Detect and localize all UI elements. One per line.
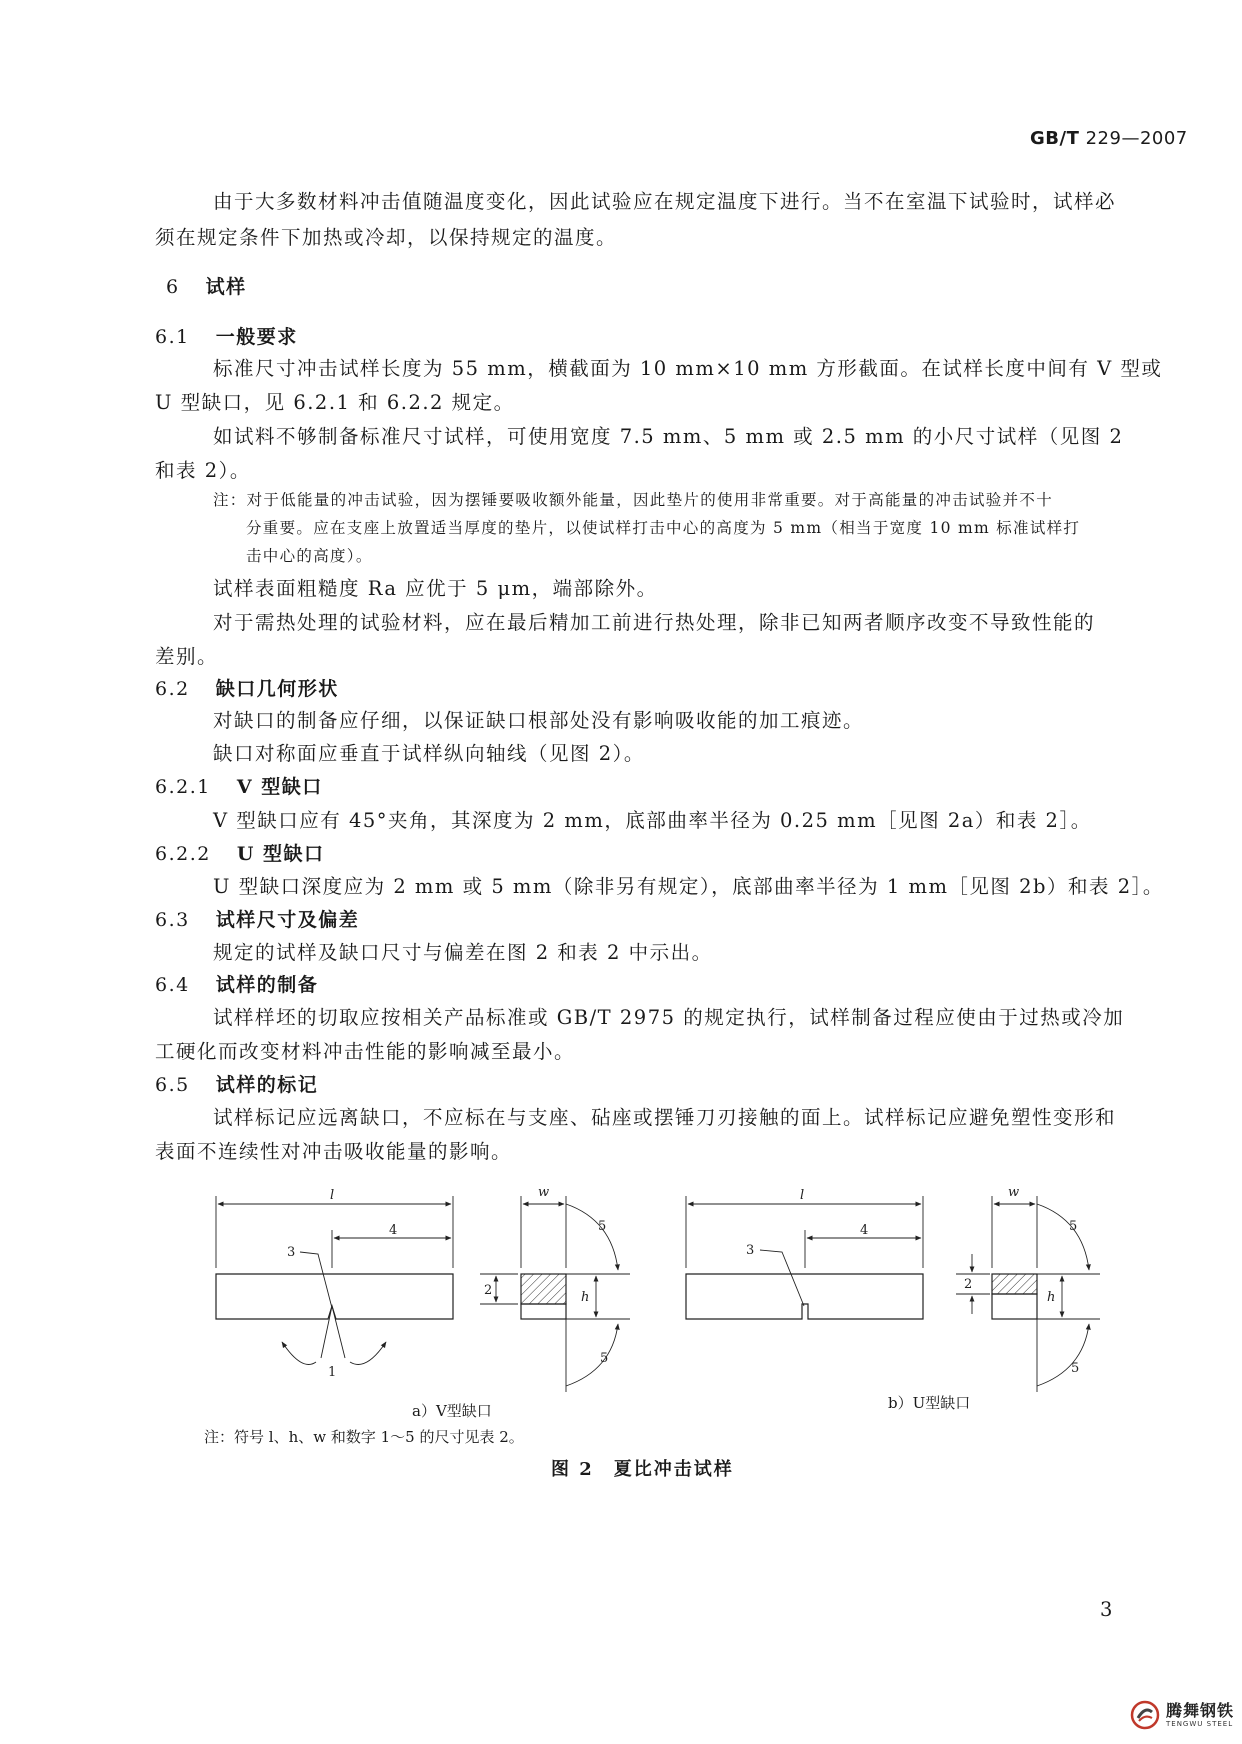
s6-1-para1-line2: U 型缺口，见 6.2.1 和 6.2.2 规定。 bbox=[155, 391, 515, 414]
radius-arc-bottom-b bbox=[1037, 1324, 1089, 1386]
label-5-b-bottom: 5 bbox=[1071, 1361, 1080, 1376]
figure-note: 注：符号 l、h、w 和数字 1～5 的尺寸见表 2。 bbox=[204, 1428, 524, 1446]
heading-6-4: 6.4 试样的制备 bbox=[155, 974, 319, 996]
standard-prefix: GB/T bbox=[1030, 128, 1080, 149]
s6-5-para1-line1: 试样标记应远离缺口，不应标在与支座、砧座或摆锤刀刃接触的面上。试样标记应避免塑性变形和 bbox=[213, 1106, 1117, 1129]
leader-3-b bbox=[760, 1250, 804, 1306]
s6-2-2-para1: U 型缺口深度应为 2 mm 或 5 mm（除非另有规定），底部曲率半径为 1 mm［见图 2b）和表 2］。 bbox=[213, 875, 1164, 898]
s6-2-1-para1: V 型缺口应有 45°夹角，其深度为 2 mm，底部曲率半径为 0.25 mm［见图 2a）和表 2］。 bbox=[213, 809, 1092, 832]
heading-6-2-1: 6.2.1 V 型缺口 bbox=[155, 776, 323, 798]
label-2-b: 2 bbox=[964, 1277, 973, 1292]
heading-6-3: 6.3 试样尺寸及偏差 bbox=[155, 909, 360, 931]
s6-2-para1: 对缺口的制备应仔细，以保证缺口根部处没有影响吸收能的加工痕迹。 bbox=[213, 709, 865, 732]
heading-6-5: 6.5 试样的标记 bbox=[155, 1074, 319, 1096]
brand-logo bbox=[1130, 1700, 1234, 1730]
label-h-a: h bbox=[581, 1290, 590, 1305]
label-l-a: l bbox=[330, 1188, 335, 1203]
s6-2-para2: 缺口对称面应垂直于试样纵向轴线（见图 2）。 bbox=[213, 742, 645, 765]
intro-line-1: 由于大多数材料冲击值随温度变化，因此试验应在规定温度下进行。当不在室温下试验时，试样必 bbox=[213, 190, 1117, 213]
radius-arc-bottom-a bbox=[566, 1324, 618, 1386]
s6-4-para1-line2: 工硬化而改变材料冲击性能的影响减至最小。 bbox=[155, 1040, 576, 1063]
v-notch-bar-outline bbox=[216, 1274, 453, 1319]
u-notch-bar-outline bbox=[686, 1274, 923, 1319]
intro-line-2: 须在规定条件下加热或冷却，以保持规定的温度。 bbox=[155, 226, 618, 249]
radius-arc-top-b bbox=[1037, 1204, 1089, 1270]
s6-4-para1-line1: 试样样坯的切取应按相关产品标准或 GB/T 2975 的规定执行，试样制备过程应使由于过热或冷加 bbox=[213, 1006, 1125, 1029]
label-5-b-top: 5 bbox=[1069, 1219, 1078, 1234]
label-1-a: 1 bbox=[328, 1365, 337, 1380]
s6-1-para1-line1: 标准尺寸冲击试样长度为 55 mm，横截面为 10 mm×10 mm 方形截面。在试样长度中间有 V 型或 bbox=[213, 357, 1163, 380]
label-h-b: h bbox=[1047, 1290, 1056, 1305]
label-4-b: 4 bbox=[860, 1223, 869, 1238]
s6-3-para1: 规定的试样及缺口尺寸与偏差在图 2 和表 2 中示出。 bbox=[213, 941, 713, 964]
label-w-a: w bbox=[538, 1185, 550, 1200]
s6-1-para4-line2: 差别。 bbox=[155, 645, 219, 668]
brand-logo-cn: 腾舞钢铁 bbox=[1166, 1700, 1235, 1720]
note-1-line2: 分重要。应在支座上放置适当厚度的垫片，以使试样打击中心的高度为 5 mm（相当于宽度 10 mm 标准试样打 bbox=[246, 519, 1081, 537]
page-number: 3 bbox=[1100, 1598, 1114, 1621]
heading-6-2: 6.2 缺口几何形状 bbox=[155, 678, 339, 700]
figure-caption-b: b）U型缺口 bbox=[888, 1394, 971, 1412]
leader-3-a bbox=[300, 1252, 332, 1308]
label-4-a: 4 bbox=[389, 1223, 398, 1238]
label-3-b: 3 bbox=[746, 1243, 755, 1258]
figure-2-drawing bbox=[0, 1170, 1242, 1570]
brand-logo-mark-icon bbox=[1130, 1700, 1160, 1730]
radius-arc-top-a bbox=[566, 1204, 618, 1270]
note-1-line1: 注：对于低能量的冲击试验，因为摆锤要吸收额外能量，因此垫片的使用非常重要。对于高能量的冲击试验并不十 bbox=[213, 491, 1054, 509]
s6-5-para1-line2: 表面不连续性对冲击吸收能量的影响。 bbox=[155, 1140, 513, 1163]
figure-title: 图 2 夏比冲击试样 bbox=[551, 1459, 734, 1480]
label-w-b: w bbox=[1008, 1185, 1020, 1200]
label-5-a-top: 5 bbox=[598, 1219, 607, 1234]
s6-1-para4-line1: 对于需热处理的试验材料，应在最后精加工前进行热处理，除非已知两者顺序改变不导致性能的 bbox=[213, 611, 1096, 634]
s6-1-para2-line2: 和表 2）。 bbox=[155, 459, 251, 482]
u-notch-specimen bbox=[686, 1196, 923, 1319]
heading-6-2-2: 6.2.2 U 型缺口 bbox=[155, 843, 325, 865]
brand-logo-en: TENGWU STEEL bbox=[1166, 1719, 1234, 1728]
label-2-a: 2 bbox=[484, 1283, 493, 1298]
v-notch-specimen bbox=[216, 1196, 453, 1365]
heading-6: 6 试样 bbox=[166, 276, 247, 298]
figure-caption-a: a）V型缺口 bbox=[412, 1402, 492, 1420]
heading-6-1: 6.1 一般要求 bbox=[155, 326, 298, 348]
label-3-a: 3 bbox=[287, 1245, 296, 1260]
note-1-line3: 击中心的高度）。 bbox=[246, 547, 373, 565]
s6-1-para2-line1: 如试料不够制备标准尺寸试样，可使用宽度 7.5 mm、5 mm 或 2.5 mm 的小尺寸试样（见图 2 bbox=[213, 425, 1124, 448]
label-l-b: l bbox=[800, 1188, 805, 1203]
standard-number bbox=[1030, 128, 1188, 149]
standard-code: 229—2007 bbox=[1085, 128, 1188, 149]
angle-arc-a bbox=[282, 1342, 316, 1365]
label-5-a-bottom: 5 bbox=[600, 1351, 609, 1366]
s6-1-para3: 试样表面粗糙度 Ra 应优于 5 μm，端部除外。 bbox=[213, 577, 658, 600]
